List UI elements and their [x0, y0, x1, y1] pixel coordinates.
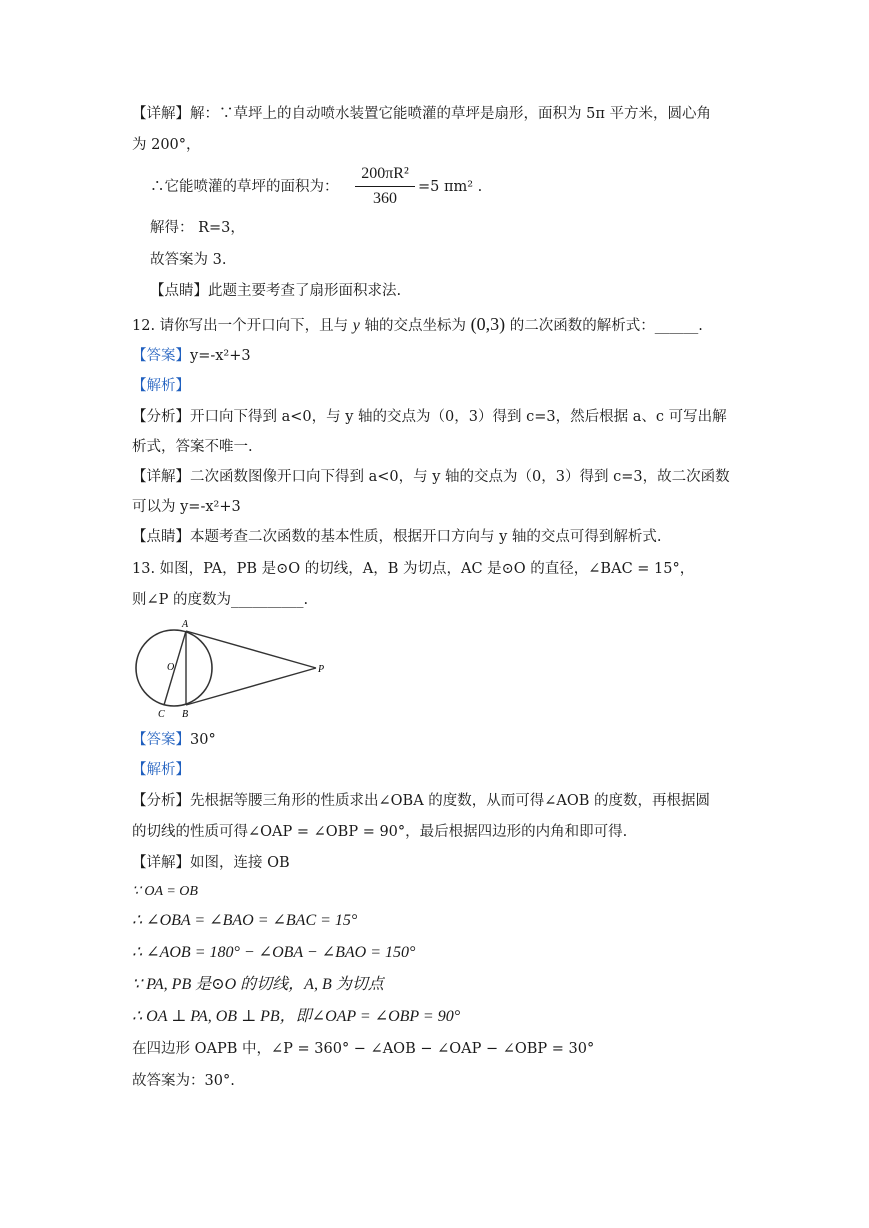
tangent-pa: [186, 631, 316, 668]
tangent-pb: [186, 668, 316, 705]
label-a: A: [182, 619, 189, 630]
p11-comment: 【点睛】此题主要考查了扇形面积求法.: [150, 283, 402, 299]
p13-step1: ∵ OA = OB: [132, 884, 198, 899]
p13-step6: 在四边形 OAPB 中，∠P = 360° − ∠AOB − ∠OAP − ∠OBP = 30°: [132, 1041, 595, 1057]
label-o: O: [167, 662, 175, 673]
p13-analyze-line1: 【分析】先根据等腰三角形的性质求出∠OBA 的度数，从而可得∠AOB 的度数，再根据圆: [132, 793, 711, 809]
p13-answer-tag: 【答案】: [132, 732, 190, 748]
p13-step3: ∴ ∠AOB = 180° − ∠OBA − ∠BAO = 150°: [132, 944, 416, 961]
p11-area-prefix: ∴它能喷灌的草坪的面积为：: [150, 179, 339, 195]
p12-comment: 【点睛】本题考查二次函数的基本性质，根据开口方向与 y 轴的交点可得到解析式.: [132, 529, 662, 545]
p12-question-c: 的二次函数的解析式：______.: [509, 318, 703, 334]
p12-analyze-line2: 析式，答案不唯一.: [132, 439, 253, 455]
p12-answer: [132, 346, 251, 366]
p11-detail-line1: 【详解】解：∵草坪上的自动喷水装置它能喷灌的草坪是扇形，面积为 5π 平方米，圆心角: [132, 106, 711, 122]
p13-detail-line1: 【详解】如图，连接 OB: [132, 855, 290, 871]
p12-detail-line1: 【详解】二次函数图像开口向下得到 a<0，与 y 轴的交点为（0，3）得到 c=3，故二次函数: [132, 469, 730, 485]
p12-detail-line2: 可以为 y=-x²+3: [132, 499, 241, 515]
p12-coord: (0,3): [470, 314, 506, 334]
p12-answer-tag: 【答案】: [132, 348, 190, 364]
p12-var-y: y: [352, 317, 360, 334]
p11-solve: 解得： R=3，: [150, 220, 245, 236]
p12-question-a: 12. 请你写出一个开口向下，且与: [132, 318, 349, 334]
p12-question-b: 轴的交点坐标为: [364, 318, 466, 334]
p12-analyze-line1: 【分析】开口向下得到 a<0，与 y 轴的交点为（0，3）得到 c=3，然后根据 a、c 可写出解: [132, 409, 727, 425]
p13-question-line1: 13. 如图，PA，PB 是⊙O 的切线，A，B 为切点，AC 是⊙O 的直径，∠BAC = 15°，: [132, 561, 695, 577]
label-c: C: [158, 709, 165, 720]
label-p: P: [318, 664, 325, 675]
p11-fraction: [355, 165, 415, 208]
p13-step4: ∵ PA, PB 是⊙O 的切线，A, B 为切点: [132, 976, 384, 993]
p11-answer: 故答案为 3.: [150, 252, 227, 268]
p12-answer-value: y=-x²+3: [190, 348, 251, 364]
p13-answer-value: 30°: [190, 732, 216, 748]
p11-frac-denominator: 360: [373, 190, 397, 207]
p11-frac-numerator: 200πR²: [355, 165, 415, 187]
p13-answer: [132, 730, 216, 750]
p13-final: 故答案为：30°.: [132, 1073, 235, 1089]
circle-tangent-figure: [134, 618, 334, 720]
p13-step2: ∴ ∠OBA = ∠BAO = ∠BAC = 15°: [132, 912, 358, 929]
p11-detail-line2: 为 200°，: [132, 137, 201, 153]
label-b: B: [182, 709, 189, 720]
p12-analysis-tag: 【解析】: [132, 378, 190, 394]
p13-analysis-tag: 【解析】: [132, 762, 190, 778]
p12-question: [132, 314, 703, 336]
p13-question-line2: 则∠P 的度数为__________.: [132, 592, 309, 608]
p11-area-suffix: =5 πm² .: [418, 179, 483, 195]
p13-step5: ∴ OA ⊥ PA, OB ⊥ PB，即∠OAP = ∠OBP = 90°: [132, 1008, 461, 1025]
p13-analyze-line2: 的切线的性质可得∠OAP = ∠OBP = 90°，最后根据四边形的内角和即可得.: [132, 824, 628, 840]
